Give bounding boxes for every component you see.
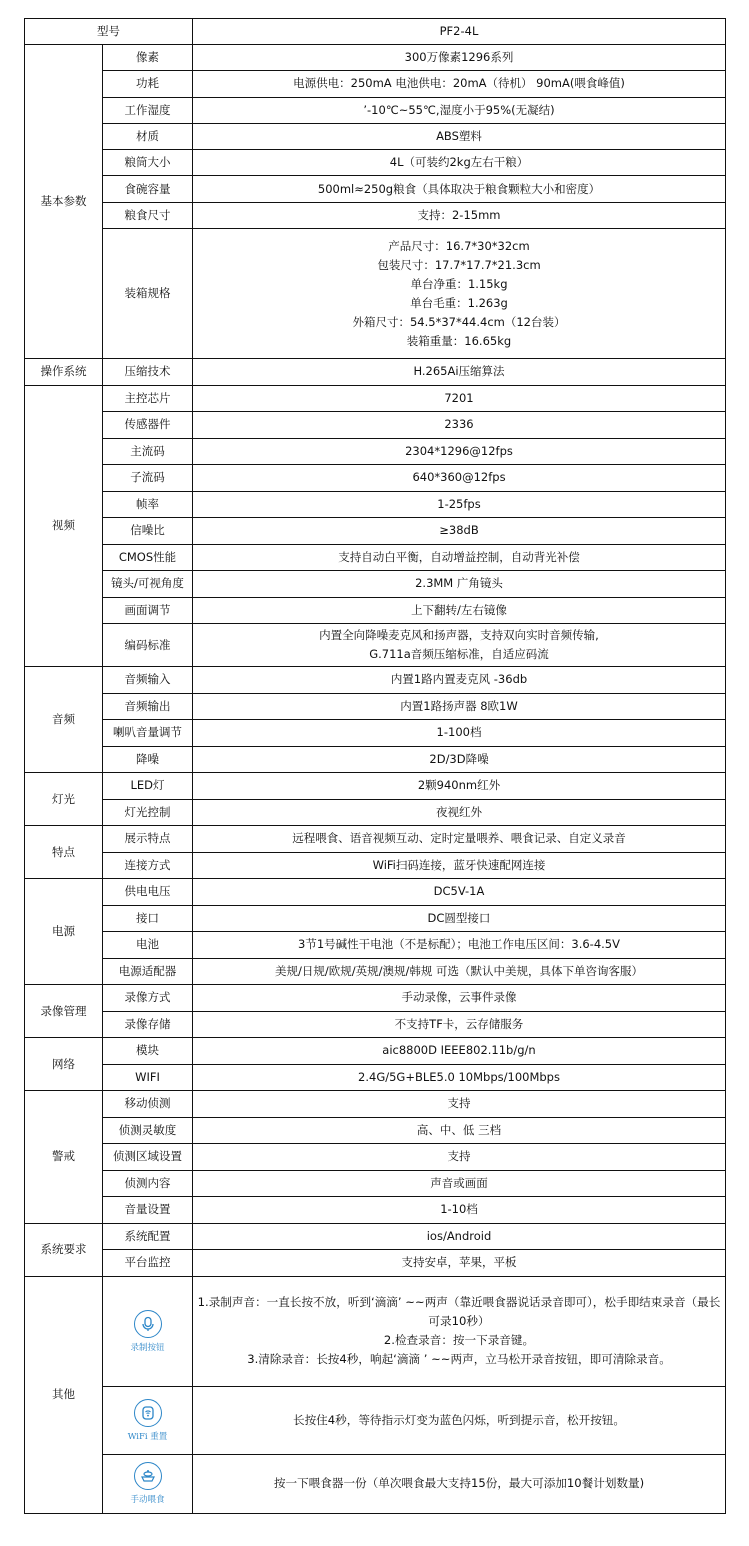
table-row	[25, 438, 726, 465]
spec-label: LED灯	[103, 773, 193, 800]
spec-label: 平台监控	[103, 1250, 193, 1277]
table-row	[25, 1170, 726, 1197]
spec-label: WIFI	[103, 1064, 193, 1091]
spec-value: ’-10℃~55℃,湿度小于95%(无凝结)	[193, 97, 726, 123]
spec-label: 供电电压	[103, 879, 193, 906]
table-row	[25, 958, 726, 985]
wifi-reset-icon	[134, 1399, 162, 1427]
table-row	[25, 1011, 726, 1038]
table-row	[25, 202, 726, 228]
spec-label: 喇叭音量调节	[103, 720, 193, 747]
spec-label: 音频输出	[103, 693, 193, 720]
spec-label: 编码标准	[103, 624, 193, 667]
table-row	[25, 150, 726, 176]
microphone-icon	[134, 1310, 162, 1338]
spec-label: 录像方式	[103, 985, 193, 1012]
model-label: 型号	[25, 19, 193, 45]
spec-value: 3节1号碱性干电池（不是标配）；电池工作电压区间：3.6-4.5V	[193, 932, 726, 959]
spec-value: ABS塑料	[193, 123, 726, 149]
spec-label: 展示特点	[103, 826, 193, 853]
icon-cell	[103, 1276, 193, 1386]
text-line: 2.检查录音：按一下录音键。	[383, 1333, 535, 1348]
text-line: 单台毛重：1.263g	[410, 295, 508, 310]
spec-label: 系统配置	[103, 1223, 193, 1250]
pet-bowl-icon	[134, 1462, 162, 1490]
spec-label: 像素	[103, 45, 193, 71]
table-row	[25, 359, 726, 386]
spec-value: aic8800D IEEE802.11b/g/n	[193, 1038, 726, 1065]
table-row	[25, 571, 726, 598]
spec-value: ios/Android	[193, 1223, 726, 1250]
spec-label: 音频输入	[103, 667, 193, 694]
spec-value: WiFi扫码连接，蓝牙快速配网连接	[193, 852, 726, 879]
spec-label: 连接方式	[103, 852, 193, 879]
table-row	[25, 229, 726, 359]
table-row	[25, 905, 726, 932]
text-line: 包装尺寸：17.7*17.7*21.3cm	[377, 257, 541, 272]
spec-label: 压缩技术	[103, 359, 193, 386]
section-title-features: 特点	[25, 826, 103, 879]
spec-value: 4L（可装约2kg左右干粮）	[193, 150, 726, 176]
section-title-recording: 录像管理	[25, 985, 103, 1038]
spec-value: 不支持TF卡，云存储服务	[193, 1011, 726, 1038]
spec-label: 主控芯片	[103, 385, 193, 412]
spec-label: 食碗容量	[103, 176, 193, 202]
spec-label: 装箱规格	[103, 229, 193, 359]
spec-value: 1-100档	[193, 720, 726, 747]
table-row	[25, 597, 726, 624]
spec-label: 降噪	[103, 746, 193, 773]
table-row	[25, 667, 726, 694]
spec-value: 2.4G/5G+BLE5.0 10Mbps/100Mbps	[193, 1064, 726, 1091]
spec-label: 接口	[103, 905, 193, 932]
spec-value: 支持	[193, 1144, 726, 1171]
icon-wrap	[107, 1462, 188, 1505]
icon-cell	[103, 1386, 193, 1454]
table-row	[25, 19, 726, 45]
table-row	[25, 412, 726, 439]
spec-label: 灯光控制	[103, 799, 193, 826]
spec-value: 内置1路扬声器 8欧1W	[193, 693, 726, 720]
spec-label: 电源适配器	[103, 958, 193, 985]
text-line: 产品尺寸：16.7*30*32cm	[388, 238, 530, 253]
table-row	[25, 1276, 726, 1386]
spec-value: H.265Ai压缩算法	[193, 359, 726, 386]
table-row	[25, 1117, 726, 1144]
spec-value: DC5V-1A	[193, 879, 726, 906]
spec-value: 1-25fps	[193, 491, 726, 518]
table-row	[25, 746, 726, 773]
section-title-os: 操作系统	[25, 359, 103, 386]
spec-label: 材质	[103, 123, 193, 149]
spec-label: 侦测灵敏度	[103, 1117, 193, 1144]
spec-value: 支持自动白平衡，自动增益控制，自动背光补偿	[193, 544, 726, 571]
spec-value: 2颗940nm红外	[193, 773, 726, 800]
table-row	[25, 518, 726, 545]
text-line: G.711a音频压缩标准，自适应码流	[369, 647, 549, 662]
spec-label: 侦测内容	[103, 1170, 193, 1197]
text-line: 内置全向降噪麦克风和扬声器，支持双向实时音频传输,	[319, 628, 599, 643]
table-row	[25, 544, 726, 571]
section-title-power: 电源	[25, 879, 103, 985]
table-row	[25, 720, 726, 747]
section-title-other: 其他	[25, 1276, 103, 1513]
spec-label: 粮筒大小	[103, 150, 193, 176]
spec-value: 1-10档	[193, 1197, 726, 1224]
icon-label: 手动喂食	[130, 1495, 165, 1506]
text-line: 3.清除录音：长按4秒，响起‘滴滴 ’ ~~两声，立马松开录音按钮，即可清除录音。	[247, 1352, 671, 1367]
spec-label: 粮食尺寸	[103, 202, 193, 228]
section-title-video: 视频	[25, 385, 103, 667]
section-title-network: 网络	[25, 1038, 103, 1091]
icon-label: 录制按钮	[130, 1342, 165, 1353]
table-row	[25, 1091, 726, 1118]
table-row	[25, 879, 726, 906]
icon-wrap	[107, 1399, 188, 1442]
spec-value: 2336	[193, 412, 726, 439]
spec-value: 声音或画面	[193, 1170, 726, 1197]
table-row	[25, 1386, 726, 1454]
table-row	[25, 624, 726, 667]
table-row	[25, 1064, 726, 1091]
spec-value: 2304*1296@12fps	[193, 438, 726, 465]
spec-value: 640*360@12fps	[193, 465, 726, 492]
table-row	[25, 1197, 726, 1224]
record-instructions	[193, 1276, 726, 1386]
spec-value: DC圆型接口	[193, 905, 726, 932]
packing-spec-value	[193, 229, 726, 359]
spec-value: 电源供电：250mA 电池供电：20mA（待机） 90mA(喂食峰值)	[193, 71, 726, 97]
spec-table	[24, 18, 726, 1514]
spec-value: ≥38dB	[193, 518, 726, 545]
table-row	[25, 465, 726, 492]
spec-label: 电池	[103, 932, 193, 959]
spec-label: 录像存储	[103, 1011, 193, 1038]
icon-cell	[103, 1454, 193, 1513]
spec-label: 信噪比	[103, 518, 193, 545]
model-value: PF2-4L	[193, 19, 726, 45]
spec-label: 移动侦测	[103, 1091, 193, 1118]
spec-value: 7201	[193, 385, 726, 412]
table-row	[25, 799, 726, 826]
spec-value: 支持安卓，苹果，平板	[193, 1250, 726, 1277]
table-row	[25, 176, 726, 202]
table-row	[25, 1454, 726, 1513]
section-title-system: 系统要求	[25, 1223, 103, 1276]
section-title-light: 灯光	[25, 773, 103, 826]
table-row	[25, 773, 726, 800]
spec-label: 镜头/可视角度	[103, 571, 193, 598]
spec-value: 夜视红外	[193, 799, 726, 826]
table-row	[25, 1250, 726, 1277]
table-row	[25, 45, 726, 71]
spec-value: 高、中、低 三档	[193, 1117, 726, 1144]
icon-label: WiFi 重置	[127, 1431, 168, 1442]
spec-value: 远程喂食、语音视频互动、定时定量喂养、喂食记录、自定义录音	[193, 826, 726, 853]
spec-value: 2D/3D降噪	[193, 746, 726, 773]
spec-label: 工作湿度	[103, 97, 193, 123]
spec-label: 传感器件	[103, 412, 193, 439]
table-row	[25, 852, 726, 879]
spec-label: 侦测区域设置	[103, 1144, 193, 1171]
section-title-basic: 基本参数	[25, 45, 103, 359]
spec-label: 模块	[103, 1038, 193, 1065]
spec-value: 支持：2-15mm	[193, 202, 726, 228]
table-row	[25, 71, 726, 97]
wifi-reset-instructions: 长按住4秒，等待指示灯变为蓝色闪烁，听到提示音，松开按钮。	[193, 1386, 726, 1454]
text-line: 1.录制声音：一直长按不放，听到‘滴滴’ ~~两声（靠近喂食器说话录音即可），松手即结束录音（最长可录10秒）	[197, 1295, 721, 1329]
spec-value: 2.3MM 广角镜头	[193, 571, 726, 598]
spec-value: 上下翻转/左右镜像	[193, 597, 726, 624]
spec-value: 手动录像，云事件录像	[193, 985, 726, 1012]
spec-label: CMOS性能	[103, 544, 193, 571]
spec-label: 音量设置	[103, 1197, 193, 1224]
spec-value: 支持	[193, 1091, 726, 1118]
spec-value: 内置1路内置麦克风 -36db	[193, 667, 726, 694]
section-title-alarm: 警戒	[25, 1091, 103, 1224]
spec-label: 画面调节	[103, 597, 193, 624]
spec-label: 功耗	[103, 71, 193, 97]
encoding-value	[193, 624, 726, 667]
section-title-audio: 音频	[25, 667, 103, 773]
table-row	[25, 97, 726, 123]
table-row	[25, 385, 726, 412]
icon-wrap	[107, 1310, 188, 1353]
text-line: 装箱重量：16.65kg	[406, 333, 512, 348]
table-row	[25, 1038, 726, 1065]
spec-value: 500ml≈250g粮食（具体取决于粮食颗粒大小和密度）	[193, 176, 726, 202]
table-row	[25, 1144, 726, 1171]
text-line: 外箱尺寸：54.5*37*44.4cm（12台装）	[352, 314, 566, 329]
spec-label: 帧率	[103, 491, 193, 518]
spec-label: 主流码	[103, 438, 193, 465]
text-line: 单台净重：1.15kg	[410, 276, 508, 291]
table-row	[25, 693, 726, 720]
table-row	[25, 932, 726, 959]
spec-label: 子流码	[103, 465, 193, 492]
table-row	[25, 123, 726, 149]
table-row	[25, 491, 726, 518]
spec-value: 300万像素1296系列	[193, 45, 726, 71]
spec-value: 美规/日规/欧规/英规/澳规/韩规 可选（默认中美规，具体下单咨询客服）	[193, 958, 726, 985]
table-row	[25, 1223, 726, 1250]
manual-feed-instructions: 按一下喂食器一份（单次喂食最大支持15份，最大可添加10餐计划数量)	[193, 1454, 726, 1513]
table-row	[25, 985, 726, 1012]
table-row	[25, 826, 726, 853]
